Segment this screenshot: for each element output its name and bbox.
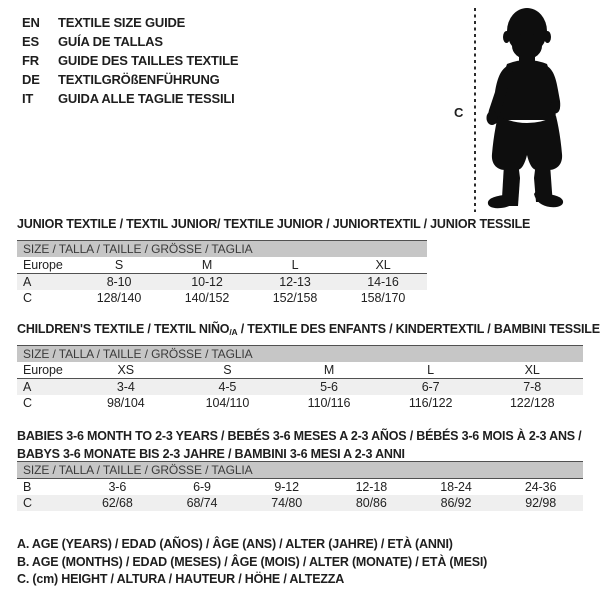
- babies-title-line2: BABYS 3-6 MONATE BIS 2-3 JAHRE / BAMBINI 3-6 MESI A 2-3 ANNI: [17, 447, 405, 461]
- lang-row-es: [22, 32, 238, 51]
- size-cell: S: [114, 258, 124, 272]
- children-table-title: [17, 320, 600, 341]
- measure-legend: [17, 536, 487, 589]
- junior-table-title: [17, 215, 530, 233]
- lang-code: IT: [22, 91, 34, 106]
- size-cell: 6-7: [421, 380, 440, 394]
- lang-label: GUIDA ALLE TAGLIE TESSILI: [58, 91, 235, 106]
- table-row-height: [17, 290, 427, 306]
- table-row-age: [17, 379, 583, 395]
- height-measure-dashed-line: [474, 8, 476, 212]
- legend-line-a: A. AGE (YEARS) / EDAD (AÑOS) / ÂGE (ANS) / ALTER (JAHRE) / ETÀ (ANNI): [17, 537, 453, 551]
- size-cell: 86/92: [440, 496, 472, 510]
- row-label: B: [23, 480, 32, 494]
- lang-row-de: [22, 70, 238, 89]
- lang-code: EN: [22, 15, 40, 30]
- size-cell: XS: [117, 363, 135, 377]
- size-cell: 140/152: [184, 291, 230, 305]
- lang-row-fr: [22, 51, 238, 70]
- size-cell: 8-10: [106, 275, 132, 289]
- size-cell: 98/104: [106, 396, 145, 410]
- size-cell: 92/98: [525, 496, 557, 510]
- table-row-age: [17, 274, 427, 290]
- lang-label: TEXTILGRÖßENFÜHRUNG: [58, 72, 220, 87]
- size-cell: 10-12: [191, 275, 223, 289]
- language-header: [22, 13, 238, 108]
- size-cell: 116/122: [408, 396, 453, 410]
- row-label: C: [23, 496, 32, 510]
- size-cell: 6-9: [193, 480, 211, 494]
- table-row-europe: [17, 362, 583, 378]
- size-cell: 4-5: [218, 380, 237, 394]
- lang-code: FR: [22, 53, 39, 68]
- size-cell: S: [223, 363, 232, 377]
- legend-line-b: B. AGE (MONTHS) / EDAD (MESES) / ÂGE (MOIS) / ALTER (MONATE) / ETÀ (MESI): [17, 554, 488, 569]
- table-row-europe: [17, 257, 427, 273]
- size-cell: L: [291, 258, 299, 272]
- lang-code: ES: [22, 34, 39, 49]
- size-cell: 104/110: [205, 396, 250, 410]
- lang-label: TEXTILE SIZE GUIDE: [58, 15, 186, 30]
- size-header-bar: SIZE / TALLA / TAILLE / GRÖSSE / TAGLIA: [17, 346, 583, 362]
- size-cell: 3-4: [116, 380, 135, 394]
- lang-code: DE: [22, 72, 40, 87]
- size-cell: 24-36: [524, 480, 557, 494]
- size-cell: 5-6: [320, 380, 338, 394]
- row-label: Europe: [23, 258, 63, 272]
- size-cell: 7-8: [523, 380, 542, 394]
- size-header-bar: SIZE / TALLA / TAILLE / GRÖSSE / TAGLIA: [17, 241, 427, 257]
- row-label: C: [23, 396, 32, 410]
- lang-label: GUIDE DES TAILLES TEXTILE: [58, 53, 239, 68]
- size-header-bar: SIZE / TALLA / TAILLE / GRÖSSE / TAGLIA: [17, 462, 583, 478]
- table-row-height: [17, 495, 583, 511]
- children-title-sub: /A: [229, 327, 238, 337]
- lang-row-it: [22, 89, 238, 108]
- size-cell: L: [427, 363, 435, 377]
- size-cell: 62/68: [101, 496, 133, 510]
- lang-label: GUÍA DE TALLAS: [58, 34, 163, 49]
- row-label: Europe: [23, 363, 63, 377]
- row-label: A: [23, 380, 32, 394]
- babies-size-table: [17, 461, 583, 511]
- size-cell: XL: [524, 363, 540, 377]
- size-cell: 9-12: [274, 480, 299, 494]
- height-measure-label: C: [454, 105, 464, 120]
- children-title-pre: CHILDREN'S TEXTILE / TEXTIL NIÑO: [17, 322, 230, 336]
- babies-title-line1: BABIES 3-6 MONTH TO 2-3 YEARS / BEBÉS 3-6 MESES A 2-3 AÑOS / BÉBÉS 3-6 MOIS À 2-3 ANS /: [17, 429, 582, 443]
- size-cell: 74/80: [271, 496, 303, 510]
- size-cell: 122/128: [509, 396, 555, 410]
- size-cell: M: [323, 363, 335, 377]
- size-cell: 18-24: [440, 480, 472, 494]
- children-size-table: [17, 345, 583, 411]
- lang-row-en: [22, 13, 238, 32]
- junior-size-table: [17, 240, 427, 306]
- size-cell: 3-6: [108, 480, 127, 494]
- baby-silhouette-image: [480, 6, 568, 214]
- table-row-age-months: [17, 479, 583, 495]
- junior-table-title-text: JUNIOR TEXTILE / TEXTIL JUNIOR/ TEXTILE JUNIOR / JUNIORTEXTIL / JUNIOR TESSILE: [17, 217, 531, 231]
- size-cell: 128/140: [96, 291, 142, 305]
- size-cell: XL: [375, 258, 391, 272]
- row-label: C: [23, 291, 32, 305]
- babies-table-title: [17, 427, 581, 463]
- size-cell: 12-18: [355, 480, 388, 494]
- size-cell: 80/86: [355, 496, 387, 510]
- legend-line-c: C. (cm) HEIGHT / ALTURA / HAUTEUR / HÖHE / ALTEZZA: [17, 572, 345, 586]
- size-cell: 12-13: [279, 275, 311, 289]
- size-cell: 110/116: [307, 396, 351, 410]
- size-cell: 158/170: [360, 291, 406, 305]
- size-cell: 14-16: [367, 275, 399, 289]
- size-cell: 68/74: [186, 496, 218, 510]
- size-cell: M: [201, 258, 213, 272]
- table-row-height: [17, 395, 583, 411]
- children-title-post: / TEXTILE DES ENFANTS / KINDERTEXTIL / BAMBINI TESSILE: [237, 322, 600, 336]
- row-label: A: [23, 275, 32, 289]
- size-cell: 152/158: [272, 291, 318, 305]
